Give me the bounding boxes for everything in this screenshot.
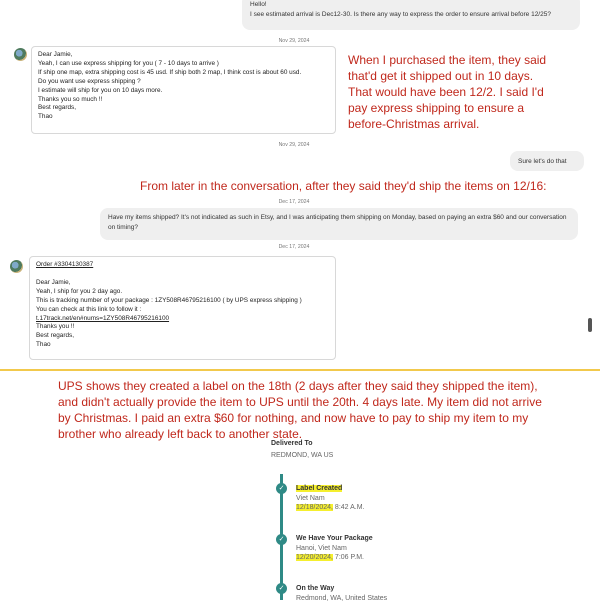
- check-icon: ✓: [276, 534, 287, 545]
- date-label: Dec 17, 2024: [278, 199, 310, 205]
- line: Best regards,: [38, 104, 77, 112]
- message-text: I see estimated arrival is Dec12-30. Is there any way to express the order to ensure arrival before 12/25?: [250, 11, 551, 18]
- event-datetime: 12/18/2024, 8:42 A.M.: [296, 504, 365, 511]
- destination: REDMOND, WA US: [271, 452, 334, 459]
- line: Dear Jamie,: [36, 278, 71, 286]
- event-datetime: 12/20/2024, 7:06 P.M.: [296, 554, 364, 561]
- line: Thao: [36, 341, 51, 349]
- event-location: Viet Nam: [296, 495, 325, 502]
- line: Thao: [38, 113, 53, 121]
- date-label: Dec 17, 2024: [278, 244, 310, 250]
- event-title: We Have Your Package: [296, 535, 373, 542]
- line: Thanks you !!: [36, 323, 75, 331]
- annotation-3: UPS shows they created a label on the 18th (2 days after they said they shipped the item), and didn't actually provide the item to UPS until the 20th. 4 days late. My item did not arrive by Christmas. I paid an extra $60 for nothing, and now have to pay to ship my item to my brother who already left back to another state.: [58, 379, 542, 441]
- line: Best regards,: [36, 332, 75, 340]
- divider: [0, 369, 600, 371]
- event-location: Redmond, WA, United States: [296, 595, 388, 602]
- check-icon: ✓: [276, 483, 287, 494]
- tracking-link[interactable]: t.17track.net/en#nums=1ZY508R46795216100: [36, 314, 170, 322]
- message-text: Have my items shipped? It's not indicated as such in Etsy, and I was anticipating them shipping on Monday, based on paying an extra $60 and our conversation on timing?: [108, 214, 567, 231]
- buyer-message-2: [100, 208, 578, 240]
- seller-avatar: [10, 260, 23, 273]
- event-title: Label Created: [296, 485, 343, 492]
- line: If ship one map, extra shipping cost is 45 usd. If ship both 2 map, I think cost is about 60 usd.: [38, 68, 302, 76]
- message-hello: Hello!: [250, 1, 267, 8]
- line: Do you want use express shipping ?: [38, 77, 141, 85]
- line: Yeah, I can use express shipping for you ( 7 - 10 days to arrive ): [38, 59, 219, 67]
- line: This is tracking number of your package : 1ZY508R46795216100 ( by UPS express shipping ): [36, 296, 302, 304]
- annotation-2: From later in the conversation, after they said they'd ship the items on 12/16:: [140, 179, 547, 193]
- event-title: On the Way: [296, 585, 335, 592]
- seller-message-2: [29, 256, 336, 360]
- line: Thanks you so much !!: [38, 95, 103, 103]
- seller-message-1: [31, 46, 336, 134]
- date-label: Nov 29, 2024: [278, 142, 310, 148]
- line: I estimate will ship for you on 10 days more.: [38, 86, 163, 94]
- line: Yeah, I ship for you 2 day ago.: [36, 287, 123, 295]
- buyer-reply: Sure let's do that: [510, 151, 584, 171]
- buyer-message-1: [242, 0, 580, 30]
- line: Dear Jamie,: [38, 51, 73, 58]
- delivered-to-heading: Delivered To: [271, 440, 313, 447]
- check-icon: ✓: [276, 583, 287, 594]
- event-location: Hanoi, Viet Nam: [296, 545, 347, 552]
- scrollbar-thumb[interactable]: [588, 318, 592, 332]
- annotation-1: When I purchased the item, they said that'd get it shipped out in 10 days. That would have been 12/2. I said I'd pay express shipping to ensure a before-Christmas arrival.: [348, 53, 547, 131]
- line: You can check at this link to follow it :: [36, 305, 142, 313]
- seller-avatar: [14, 48, 27, 61]
- order-link[interactable]: Order #3304130387: [36, 261, 94, 268]
- date-label: Nov 29, 2024: [278, 38, 310, 44]
